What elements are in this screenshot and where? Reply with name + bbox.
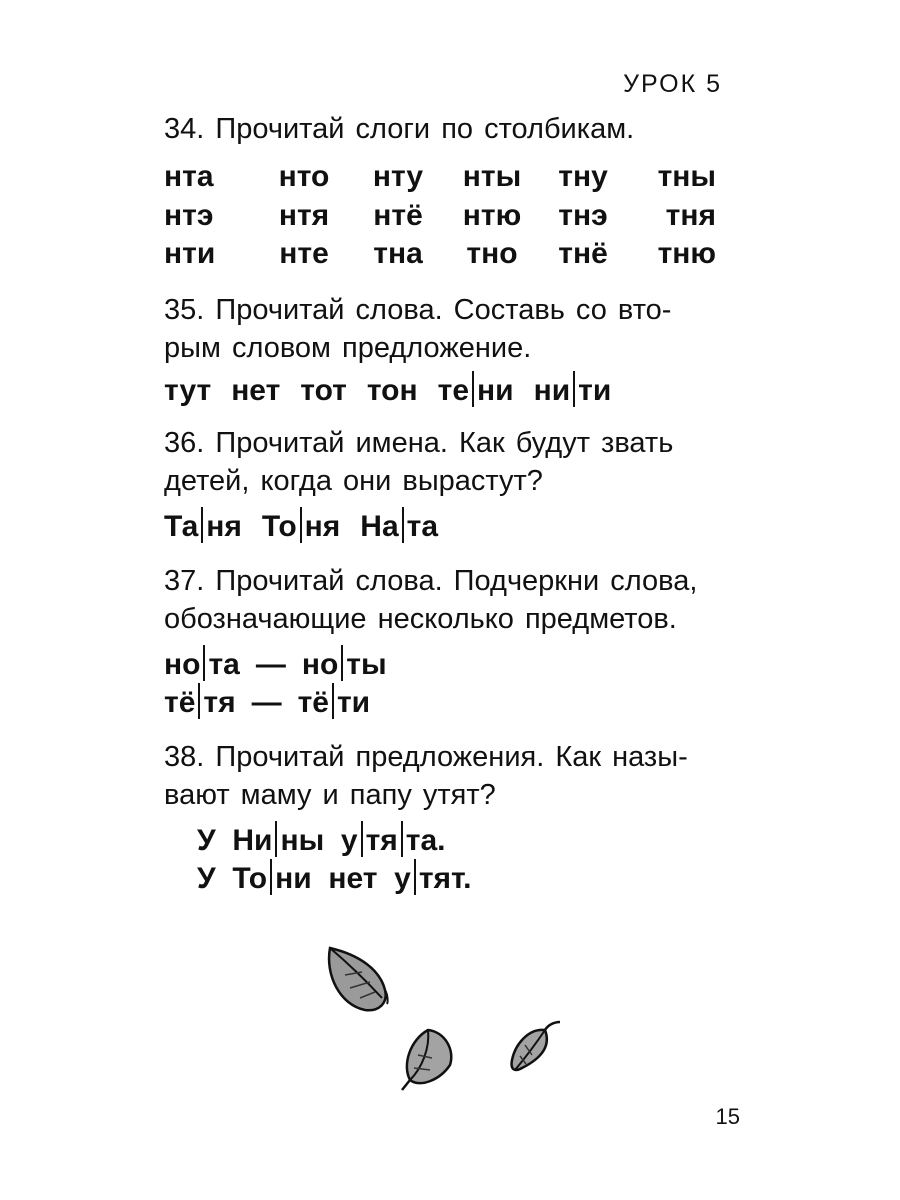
syllable: тнё [558, 237, 608, 270]
syllable: та [406, 510, 439, 543]
syllable: у [394, 862, 411, 895]
syllable: тню [657, 237, 716, 270]
syllable: тя [365, 824, 398, 857]
prompt-line: 37. Прочитай слова. Подчеркни слова, [164, 565, 698, 597]
syllable-divider [472, 371, 474, 407]
page-number: 15 [715, 1104, 740, 1129]
syllable-divider [341, 645, 343, 681]
syllable: нтэ [164, 198, 214, 232]
syllable: ты [346, 648, 387, 681]
syllable: но [301, 648, 339, 681]
syllable: тно [466, 237, 518, 270]
syllable: но [164, 648, 201, 681]
syllable-divider [201, 507, 203, 543]
syllable: ти [336, 686, 371, 719]
exercise-36-prompt [164, 424, 739, 500]
dash: — [251, 686, 282, 719]
syllable: То [232, 862, 268, 895]
syllable: тя [203, 686, 236, 719]
syllable: Та [164, 510, 199, 543]
name [360, 507, 438, 546]
syllable: тнэ [558, 198, 608, 232]
syllable: нто [278, 160, 330, 193]
syllable-divider [275, 821, 277, 857]
syllable: нте [279, 237, 329, 270]
syllable-divider [401, 821, 403, 857]
split-word [534, 371, 612, 410]
prompt-line: детей, когда они вырастут? [164, 465, 543, 497]
syllable: тну [558, 160, 608, 193]
syllable: нтё [373, 198, 423, 232]
syllable: ти [578, 374, 612, 407]
exercise-38-sentence-2 [197, 859, 471, 898]
syllable: нты [462, 160, 522, 193]
syllable: Ни [232, 824, 273, 857]
syllable: ни [533, 374, 571, 407]
exercise-37-prompt [164, 562, 739, 638]
syllable: та [208, 648, 240, 681]
syllable: нту [372, 160, 424, 193]
prompt-line: 38. Прочитай предложения. Как назы- [164, 741, 688, 773]
leaf-icon [402, 1030, 451, 1090]
syllable-divider [203, 645, 205, 681]
prompt-line: 36. Прочитай имена. Как будут звать [164, 427, 674, 459]
syllable-divider [573, 371, 575, 407]
exercise-37-line-2 [164, 683, 370, 722]
exercise-38-prompt [164, 738, 739, 814]
exercise-38-sentence-1 [197, 821, 445, 860]
syllable-divider [414, 859, 416, 895]
name [262, 507, 340, 546]
syllable-divider [270, 859, 272, 895]
exercise-34-prompt: 34. Прочитай слоги по столбикам. [164, 113, 635, 145]
syllable: те [437, 374, 470, 407]
syllable-divider [361, 821, 363, 857]
syllable: нтя [278, 198, 330, 232]
syllable-grid [164, 158, 716, 274]
lesson-label: УРОК 5 [623, 70, 722, 98]
syllable: На [360, 510, 399, 543]
word: тон [366, 374, 418, 407]
prompt-line: рым словом предложение. [164, 332, 532, 364]
word: тут [164, 374, 212, 407]
syllable-divider [300, 507, 302, 543]
syllable: нтю [462, 198, 522, 232]
word: нет [328, 862, 378, 895]
syllable: тё [297, 686, 329, 719]
syllable: та. [405, 824, 446, 857]
word: У [197, 862, 216, 895]
exercise-35-words [164, 371, 631, 410]
syllable: нти [164, 237, 216, 270]
prompt-line: вают маму и папу утят? [164, 779, 496, 811]
syllable-divider [402, 507, 404, 543]
prompt-line: 35. Прочитай слова. Составь со вто- [164, 294, 672, 326]
syllable: нта [164, 160, 214, 193]
syllable-divider [332, 683, 334, 719]
syllable: ни [477, 374, 514, 407]
syllable: То [261, 510, 297, 543]
syllable: тё [164, 686, 196, 719]
word: нет [231, 374, 281, 407]
prompt-line: обозначающие несколько предметов. [164, 603, 677, 635]
syllable: тны [657, 160, 716, 193]
dash: — [255, 648, 286, 681]
syllable-divider [198, 683, 200, 719]
syllable: у [340, 824, 358, 857]
leaf-icon [329, 948, 388, 1010]
syllable: тят. [418, 862, 472, 895]
syllable: тна [373, 237, 423, 270]
syllable: ня [304, 510, 341, 543]
exercise-37-line-1 [164, 645, 387, 684]
word: У [197, 824, 216, 857]
name [164, 507, 242, 546]
syllable: ны [280, 824, 325, 857]
leaf-icon [512, 1022, 560, 1070]
word: тот [300, 374, 347, 407]
exercise-36-names [164, 507, 458, 546]
syllable: тня [665, 198, 716, 232]
syllable: ни [275, 862, 312, 895]
exercise-35-prompt [164, 291, 739, 367]
syllable: ня [206, 510, 242, 543]
leaves-illustration [310, 930, 590, 1100]
split-word [438, 371, 514, 410]
